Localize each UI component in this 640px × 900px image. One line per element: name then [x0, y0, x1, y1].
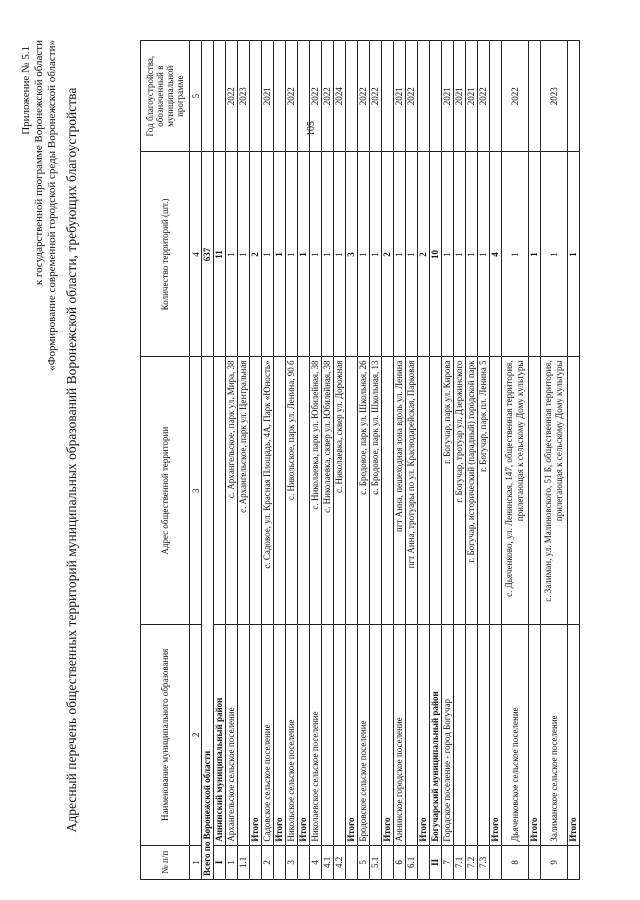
table-row — [334, 41, 346, 880]
row-number-cell — [529, 845, 541, 879]
address-cell: с. Николаевка, сквер ул. Дорожная — [334, 357, 346, 625]
municipality-cell — [466, 624, 478, 845]
row-number-cell: 3 — [286, 845, 298, 879]
municipality-cell — [238, 624, 250, 845]
row-number-cell: 5.1 — [370, 845, 382, 879]
count-cell: 2 — [418, 152, 430, 357]
table-row — [442, 41, 454, 880]
count-cell: 1 — [394, 152, 406, 357]
table-row — [529, 41, 541, 880]
municipality-cell: Итого — [568, 624, 580, 845]
count-cell: 1 — [322, 152, 334, 357]
table-row — [238, 41, 250, 880]
year-cell: 2022 — [358, 41, 370, 152]
address-cell: с. Николаевка, парк ул. Юбилейная, 38 — [310, 357, 322, 625]
count-cell: 1 — [454, 152, 466, 357]
row-number-cell — [490, 845, 502, 879]
year-cell: 2022 — [286, 41, 298, 152]
table-row — [541, 41, 568, 880]
municipality-cell: Итого — [418, 624, 430, 845]
row-number-cell — [274, 845, 286, 879]
count-cell: 1 — [541, 152, 568, 357]
row-number-cell: 6 — [394, 845, 406, 879]
appendix-line-1: Приложение № 5.1 — [20, 46, 32, 135]
row-number-cell — [250, 845, 262, 879]
municipality-cell: Итого — [250, 624, 262, 845]
municipality-cell — [322, 624, 334, 845]
colnum-3: 3 — [190, 357, 202, 625]
table-row — [490, 41, 502, 880]
year-cell: 2024 — [334, 41, 346, 152]
count-cell: 1 — [442, 152, 454, 357]
municipality-cell — [334, 624, 346, 845]
row-number-cell: 5 — [358, 845, 370, 879]
year-cell: 2022 — [310, 41, 322, 152]
address-cell: пгт Анна, тротуары по ул. Краснодарейская, Парковая — [406, 357, 418, 625]
year-cell — [382, 41, 394, 152]
row-number-cell: 4.1 — [322, 845, 334, 879]
address-cell: с. Бродовое, парк ул. Школьная, 26 — [358, 357, 370, 625]
address-cell — [430, 357, 442, 625]
page-title: Адресный перечень общественных территорий муниципальных образований Воронежской области, требующих благоустройства — [64, 87, 79, 833]
year-cell: 2022 — [226, 41, 238, 152]
count-cell: 1 — [310, 152, 322, 357]
table-row — [262, 41, 274, 880]
count-cell: 3 — [346, 152, 358, 357]
table-row — [322, 41, 334, 880]
year-cell — [298, 41, 310, 152]
address-cell — [568, 357, 580, 625]
count-cell: 1 — [334, 152, 346, 357]
count-cell: 1 — [238, 152, 250, 357]
address-cell: с. Дьяченково, ул. Ленинская, 147, общественная территория, прилегающая к сельскому Дому культуры — [502, 357, 529, 625]
address-cell — [529, 357, 541, 625]
municipality-cell: Садовское сельское поселение — [262, 624, 274, 845]
row-number-cell: 6.1 — [406, 845, 418, 879]
row-number-cell: 9 — [541, 845, 568, 879]
address-cell — [382, 357, 394, 625]
header-count: Количество территорий (шт.) — [141, 152, 190, 357]
year-cell — [274, 41, 286, 152]
municipality-cell: Аннинский муниципальный район — [214, 624, 226, 845]
table-row — [286, 41, 298, 880]
count-cell: 1 — [358, 152, 370, 357]
address-cell — [418, 357, 430, 625]
count-cell: 1 — [478, 152, 490, 357]
appendix-line-2: к государственной программе Воронежской области — [33, 40, 45, 286]
year-cell — [529, 41, 541, 152]
row-number-cell: 2 — [262, 845, 274, 879]
table-row — [466, 41, 478, 880]
row-number-cell: 7 — [442, 845, 454, 879]
table-row — [568, 41, 580, 880]
municipality-cell: Богучарский муниципальный район — [430, 624, 442, 845]
municipality-cell: Итого — [298, 624, 310, 845]
address-cell — [214, 357, 226, 625]
year-cell — [418, 41, 430, 152]
table-row — [274, 41, 286, 880]
address-cell: пгт Анна, пешеходная зона вдоль ул. Ленина — [394, 357, 406, 625]
table-row — [478, 41, 490, 880]
table-row — [382, 41, 394, 880]
count-cell: 11 — [214, 152, 226, 357]
page-number: 105 — [306, 121, 317, 136]
count-cell: 2 — [250, 152, 262, 357]
year-cell — [430, 41, 442, 152]
municipality-cell: Бродовское сельское поселение — [358, 624, 370, 845]
table-row — [202, 41, 214, 880]
address-cell: г. Богучар, парк ул. Кирова — [442, 357, 454, 625]
address-cell — [346, 357, 358, 625]
year-cell: 2021 — [442, 41, 454, 152]
count-cell: 1 — [286, 152, 298, 357]
year-cell: 2021 — [466, 41, 478, 152]
row-number-cell: 7.3 — [478, 845, 490, 879]
count-cell: 1 — [406, 152, 418, 357]
territories-table — [140, 40, 580, 880]
address-cell: с. Архангельское, парк ул. Центральная — [238, 357, 250, 625]
table-body — [202, 41, 580, 880]
municipality-cell: Никольское сельское поселение — [286, 624, 298, 845]
row-number-cell: 1 — [226, 845, 238, 879]
count-cell: 1 — [466, 152, 478, 357]
year-cell: 2023 — [541, 41, 568, 152]
table-row — [406, 41, 418, 880]
address-cell: с. Никольское, парк ул. Ленина, 90 б — [286, 357, 298, 625]
header-num: № п/п — [141, 845, 190, 879]
year-cell — [214, 41, 226, 152]
header-name: Наименование муниципального образования — [141, 624, 190, 845]
row-number-cell: 8 — [502, 845, 529, 879]
year-cell — [490, 41, 502, 152]
rotated-content — [20, 40, 620, 880]
address-cell: г. Богучар, парк пл. Ленина 5 — [478, 357, 490, 625]
table-row — [358, 41, 370, 880]
municipality-cell: Николаевское сельское поселение — [310, 624, 322, 845]
year-cell: 2022 — [502, 41, 529, 152]
year-cell — [568, 41, 580, 152]
table-row — [346, 41, 358, 880]
municipality-cell: Итого — [529, 624, 541, 845]
municipality-cell: Итого — [490, 624, 502, 845]
row-number-cell — [298, 845, 310, 879]
appendix-line-3: «Формирование современной городской среды Воронежской области» — [46, 40, 58, 371]
count-cell: 1 — [370, 152, 382, 357]
year-cell: 2022 — [370, 41, 382, 152]
count-cell: 4 — [490, 152, 502, 357]
address-cell: с. Николаевка, сквер ул. Юбилейная, 38 — [322, 357, 334, 625]
table-row — [502, 41, 529, 880]
row-number-cell: II — [430, 845, 442, 879]
year-cell — [202, 41, 214, 152]
count-cell: 1 — [529, 152, 541, 357]
header-address: Адрес общественной территории — [141, 357, 190, 625]
row-number-cell: I — [214, 845, 226, 879]
municipality-cell: Залиманское сельское поселение — [541, 624, 568, 845]
appendix-header — [20, 40, 59, 460]
table-row — [418, 41, 430, 880]
year-cell: 2023 — [238, 41, 250, 152]
table-row — [226, 41, 238, 880]
colnum-4: 4 — [190, 152, 202, 357]
row-number-cell: 1.1 — [238, 845, 250, 879]
row-number-cell: 7.2 — [466, 845, 478, 879]
table-row — [298, 41, 310, 880]
colnum-5: 5 — [190, 41, 202, 152]
year-cell — [250, 41, 262, 152]
address-cell: с. Залиман, ул. Малиновского, 51 Б, общественная территория, прилегающая к сельскому Дому культуры — [541, 357, 568, 625]
address-cell: с. Садовое, ул. Красная Площадь, 4А, Парк «Юность» — [262, 357, 274, 625]
address-cell: г. Богучар, тротуар ул. Дзержинского — [454, 357, 466, 625]
header-year: Год благоустройства, обозначенный в муниципальной программе — [141, 41, 190, 152]
table-row — [310, 41, 322, 880]
municipality-cell — [406, 624, 418, 845]
address-cell: с. Бродовое, парк ул. Школьная, 13 — [370, 357, 382, 625]
address-cell: г. Богучар, исторический (парадный) городской парк — [466, 357, 478, 625]
municipality-cell: Дьяченковское сельское поселение — [502, 624, 529, 845]
count-cell: 2 — [382, 152, 394, 357]
year-cell: 2021 — [454, 41, 466, 152]
colnum-1: 1 — [190, 845, 202, 879]
count-cell: 1 — [568, 152, 580, 357]
table-row — [370, 41, 382, 880]
count-cell: 10 — [430, 152, 442, 357]
count-cell: 1 — [274, 152, 286, 357]
municipality-cell — [478, 624, 490, 845]
count-cell: 1 — [502, 152, 529, 357]
row-number-cell: 4.2 — [334, 845, 346, 879]
municipality-cell: Архангельское сельское поселение — [226, 624, 238, 845]
total-label-cell: Всего по Воронежской области — [202, 357, 214, 880]
count-cell: 1 — [298, 152, 310, 357]
year-cell: 2022 — [478, 41, 490, 152]
colnum-2: 2 — [190, 624, 202, 845]
year-cell — [346, 41, 358, 152]
table-row — [394, 41, 406, 880]
municipality-cell: Аннинское городское поселение — [394, 624, 406, 845]
year-cell: 2021 — [394, 41, 406, 152]
municipality-cell — [370, 624, 382, 845]
row-number-cell: 4 — [310, 845, 322, 879]
municipality-cell: Городское поселение - город Богучар — [442, 624, 454, 845]
table-row — [430, 41, 442, 880]
municipality-cell: Итого — [382, 624, 394, 845]
count-cell: 637 — [202, 152, 214, 357]
municipality-cell: Итого — [346, 624, 358, 845]
row-number-cell — [568, 845, 580, 879]
year-cell: 2021 — [262, 41, 274, 152]
address-cell — [298, 357, 310, 625]
year-cell: 2022 — [406, 41, 418, 152]
row-number-cell — [346, 845, 358, 879]
table-row — [250, 41, 262, 880]
row-number-cell: 7.1 — [454, 845, 466, 879]
municipality-cell — [454, 624, 466, 845]
year-cell: 2022 — [322, 41, 334, 152]
address-cell — [274, 357, 286, 625]
address-cell — [250, 357, 262, 625]
address-cell — [490, 357, 502, 625]
municipality-cell: Итого — [274, 624, 286, 845]
address-cell: с. Архангельское, парк ул. Мира, 38 — [226, 357, 238, 625]
table-row — [214, 41, 226, 880]
row-number-cell — [382, 845, 394, 879]
table-row — [454, 41, 466, 880]
count-cell: 1 — [262, 152, 274, 357]
row-number-cell — [418, 845, 430, 879]
count-cell: 1 — [226, 152, 238, 357]
